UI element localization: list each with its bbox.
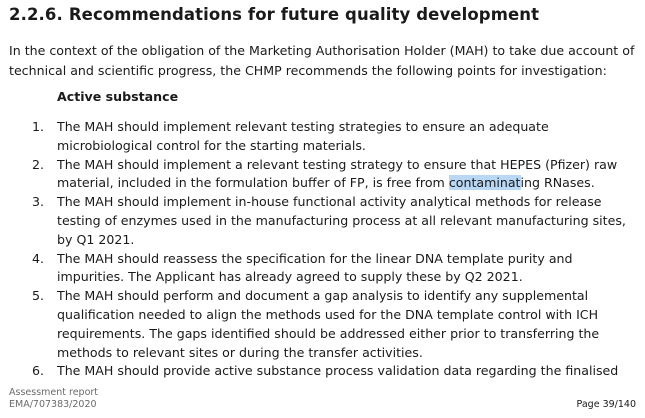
list-item-number: 4. bbox=[32, 250, 45, 266]
list-item bbox=[0, 287, 645, 362]
list-item-text: The MAH should implement a relevant testing strategy to ensure that HEPES (Pfizer) raw material, included in the formulation buffer of FP, is free from bbox=[57, 156, 618, 191]
list-item-number: 1. bbox=[32, 119, 45, 134]
list-item-text: The MAH should reassess the specification for the linear DNA template purity and impurities. The Applicant has already agreed to supply these by Q2 2021. bbox=[57, 250, 573, 285]
list-item-number: 2. bbox=[32, 156, 45, 172]
list-item bbox=[0, 362, 645, 381]
section-heading bbox=[9, 5, 539, 24]
subheading-active-substance: Active substance bbox=[57, 89, 179, 104]
selected-text-highlight[interactable]: contaminat bbox=[448, 175, 521, 191]
list-item bbox=[0, 250, 645, 288]
footer-doc-type: Assessment report bbox=[9, 387, 99, 398]
intro-paragraph: In the context of the obligation of the Marketing Authorisation Holder (MAH) to take due account of technical and scientific progress, the CHMP recommends the following points for investigation: bbox=[9, 43, 635, 78]
section-title: Recommendations for future quality development bbox=[68, 5, 540, 24]
section-number: 2.2.6. bbox=[9, 5, 63, 24]
list-item-text: The MAH should implement relevant testing strategies to ensure an adequate microbiological control for the starting materials. bbox=[57, 119, 549, 153]
list-item bbox=[0, 118, 645, 156]
list-item bbox=[0, 193, 645, 249]
list-item-text-tail: ing RNases. bbox=[520, 175, 595, 191]
recommendations-list bbox=[0, 118, 645, 381]
list-item-text: The MAH should implement in-house functional activity analytical methods for release testing of enzymes used in the manufacturing process at all relevant manufacturing sites, by Q1 2021. bbox=[57, 194, 626, 247]
list-item-number: 6. bbox=[32, 363, 45, 379]
list-item-number: 3. bbox=[32, 194, 45, 210]
footer-document-info bbox=[9, 387, 98, 410]
list-item-number: 5. bbox=[32, 288, 45, 304]
list-item-text: The MAH should provide active substance process validation data regarding the finalised bbox=[57, 363, 619, 379]
list-item-text: The MAH should perform and document a gap analysis to identify any supplemental qualification needed to align the methods used for the DNA template control with ICH requirements. The gaps identified should be addressed either prior to transferring the methods to relevant sites or during the transfer activities. bbox=[57, 288, 600, 360]
footer-reference: EMA/707383/2020 bbox=[9, 398, 97, 410]
list-item bbox=[0, 156, 645, 194]
footer-page-number: Page 39/140 bbox=[576, 399, 636, 410]
